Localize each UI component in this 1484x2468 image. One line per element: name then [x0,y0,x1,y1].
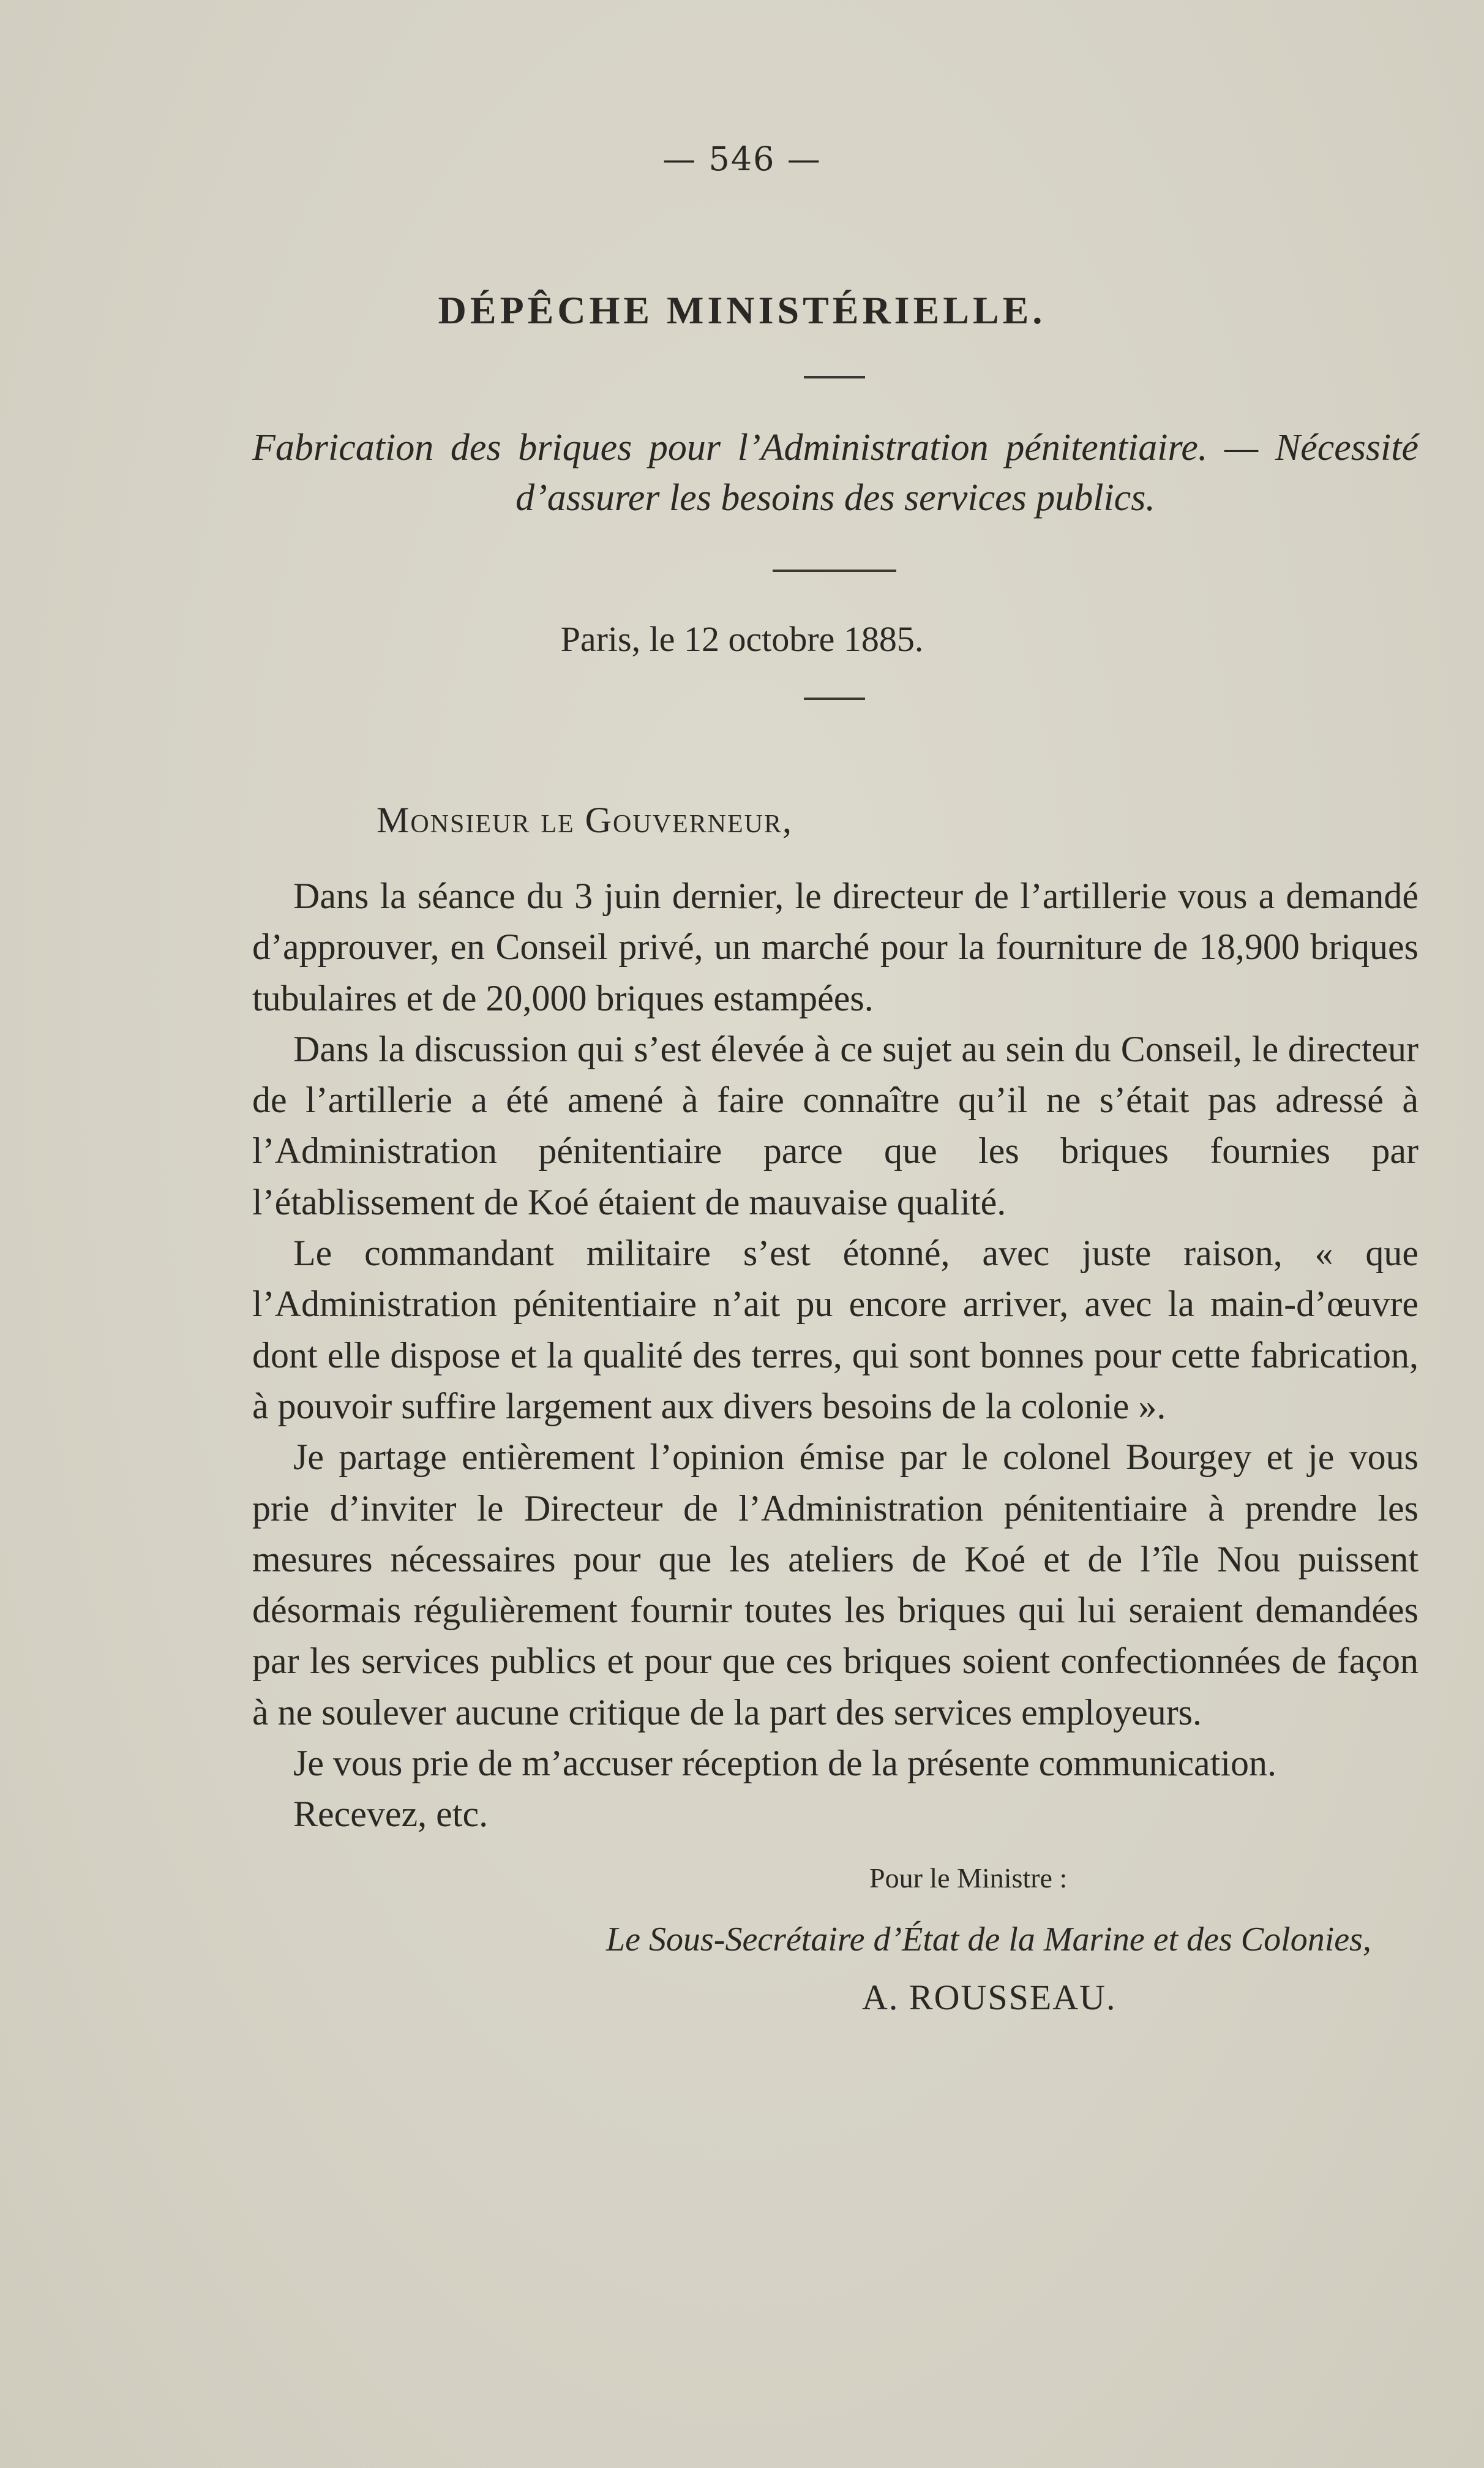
signature-title: Le Sous-Secrétaire d’État de la Marine et des Colonies, [606,1921,1371,1958]
paragraph: Je partage entièrement l’opinion émise par le colonel Bourgey et je vous prie d’inviter le Directeur de l’Administration pénitentiaire à prendre les mesures nécessaires pour que les ateliers de Koé et de l’île Nou puissent désormais régulièrement fournir toutes les briques qui lui seraient demandées par les services publics et pour que ces briques soient confectionnées de façon à ne soulever aucune critique de la part des services employeurs. [252,1437,1418,1732]
page-number: — 546 — [662,140,822,178]
paragraph: Dans la séance du 3 juin dernier, le directeur de l’artillerie vous a demandé d’approuver, en Conseil privé, un marché pour la fourniture de 18,900 briques tubulaires et de 20,000 briques estampées. [252,876,1418,1018]
document-title: DÉPÊCHE MINISTÉRIELLE. [438,288,1046,332]
paragraph: Le commandant militaire s’est étonné, avec juste raison, « que l’Administration pénitentiaire n’ait pu encore arriver, avec la main-d’œuvre dont elle dispose et la qualité des terres, qui sont bonnes pour cette fabrication, à pouvoir suffire largement aux divers besoins de la colonie ». [252,1233,1418,1426]
salutation: Monsieur le Gouverneur, [377,800,793,840]
signature-label: Pour le Ministre : [869,1862,1068,1894]
dateline: Paris, le 12 octobre 1885. [560,619,924,659]
closing-line: Recevez, etc. [293,1794,489,1835]
document-subtitle: Fabrication des briques pour l’Administration pénitentiaire. — Nécessité d’assurer les besoins des services publics. [252,427,1418,519]
signature-name: A. ROUSSEAU. [862,1977,1117,2017]
paragraph: Je vous prie de m’accuser réception de la présente communication. [293,1743,1277,1784]
paragraph: Dans la discussion qui s’est élevée à ce sujet au sein du Conseil, le directeur de l’artillerie a été amené à faire connaître qu’il ne s’était pas adressé à l’Administration pénitentiaire parce que les briques fournies par l’établissement de Koé étaient de mauvaise qualité. [252,1028,1418,1222]
dateline-divider [804,698,865,700]
letter-body [252,871,1418,1840]
subtitle-divider [773,570,896,572]
title-divider [804,376,865,378]
